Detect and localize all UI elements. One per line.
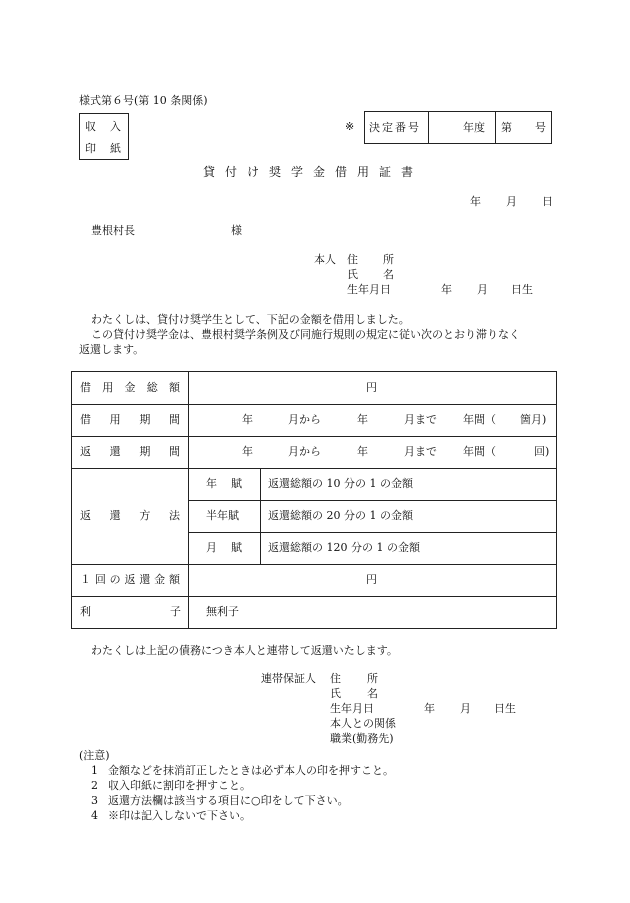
borrower-address-label: 所 <box>383 253 394 266</box>
interest-value: 無利子 <box>206 605 239 618</box>
guarantor-name-label: 氏 <box>330 687 341 700</box>
notes-heading: (注意) <box>79 749 110 762</box>
method-type-monthly: 賦 <box>231 541 242 554</box>
guarantor-birth-year: 年 <box>424 702 435 715</box>
borrower-address-label: 住 <box>347 253 358 266</box>
repay-start-year: 年 <box>242 445 253 458</box>
guarantor-address-label: 所 <box>367 672 378 685</box>
guarantor-name-label: 名 <box>367 687 378 700</box>
form-number: 様式第６号(第 10 条関係) <box>79 94 208 107</box>
method-type-semiannual: 半年賦 <box>206 509 239 522</box>
addressee-honorific: 様 <box>231 224 242 237</box>
addressee-name: 豊根村長 <box>91 224 135 237</box>
borrower-birth-day: 日生 <box>511 283 533 296</box>
borrower-birth-month: 月 <box>477 283 488 296</box>
decision-dai: 第 <box>501 121 512 134</box>
note-number: 4 <box>91 809 98 822</box>
loan-period-label: 借 用 期 間 <box>80 413 180 426</box>
guarantor-relation-label: 本人との関係 <box>330 717 396 730</box>
decision-go: 号 <box>535 121 546 134</box>
document-title: 貸付け奨学金借用証書 <box>203 165 424 179</box>
repay-start-month: 月から <box>288 445 321 458</box>
guarantor-job-label: 職業(勤務先) <box>330 732 394 745</box>
note-number: 2 <box>91 779 98 792</box>
note-text: 金額などを抹消訂正したときは必ず本人の印を押すこと。 <box>108 764 394 777</box>
interest-label: 子 <box>170 605 181 618</box>
borrower-birth-year: 年 <box>441 283 452 296</box>
interest-label: 利 <box>80 605 91 618</box>
repay-period-label: 返 還 期 間 <box>80 445 180 458</box>
repay-end-year: 年 <box>357 445 368 458</box>
method-type-annual: 年 <box>206 477 217 490</box>
repay-years: 年間（ <box>463 445 496 458</box>
total-amount-yen: 円 <box>366 381 377 394</box>
note-number: 3 <box>91 794 98 807</box>
repay-end-month: 月まで <box>404 445 437 458</box>
method-desc-annual[interactable]: 返還総額の 10 分の 1 の金額 <box>268 477 413 490</box>
revenue-stamp-box <box>79 113 129 160</box>
guarantor-label: 連帯保証人 <box>261 672 316 685</box>
method-desc-monthly[interactable]: 返還総額の 120 分の 1 の金額 <box>268 541 420 554</box>
repay-method-label: 返 還 方 法 <box>80 509 180 522</box>
loan-end-year: 年 <box>357 413 368 426</box>
date-year: 年 <box>470 195 481 208</box>
method-type-monthly: 月 <box>206 541 217 554</box>
note-text: 収入印紙に割印を押すこと。 <box>108 779 251 792</box>
stamp-char: 印 <box>85 142 96 155</box>
loan-end-month: 月まで <box>404 413 437 426</box>
reference-mark: ※ <box>345 120 355 133</box>
method-desc-semiannual[interactable]: 返還総額の 20 分の 1 の金額 <box>268 509 413 522</box>
stamp-char: 紙 <box>110 142 121 155</box>
guarantor-birth-label: 生年月日 <box>330 702 374 715</box>
per-payment-label: １ 回 の 返 還 金 額 <box>80 573 180 586</box>
stamp-char: 入 <box>110 120 121 133</box>
date-day: 日 <box>542 195 553 208</box>
date-month: 月 <box>506 195 517 208</box>
note-text: 返還方法欄は該当する項目に○印をして下さい。 <box>108 794 349 807</box>
decision-year-label: 年度 <box>463 121 485 134</box>
decision-number-box <box>364 111 552 144</box>
borrower-name-label: 名 <box>383 268 394 281</box>
decision-number-label: 決定番号 <box>369 121 421 134</box>
stamp-char: 収 <box>85 120 96 133</box>
loan-years: 年間（ <box>463 413 496 426</box>
loan-start-year: 年 <box>242 413 253 426</box>
statement-line: わたくしは、貸付け奨学生として、下記の金額を借用しました。 <box>91 313 410 326</box>
statement-line: この貸付け奨学金は、豊根村奨学条例及び同施行規則の規定に従い次のとおり滞りなく <box>91 328 520 341</box>
loan-start-month: 月から <box>288 413 321 426</box>
note-text: ※印は記入しないで下さい。 <box>108 809 251 822</box>
note-number: 1 <box>91 764 98 777</box>
total-amount-label: 借 用 金 総 額 <box>80 381 180 394</box>
loan-months: 箇月) <box>520 413 547 426</box>
borrower-birth-label: 生年月日 <box>347 283 391 296</box>
guarantor-statement: わたくしは上記の債務につき本人と連帯して返還いたします。 <box>91 644 398 657</box>
guarantor-birth-day: 日生 <box>494 702 516 715</box>
guarantor-birth-month: 月 <box>460 702 471 715</box>
borrower-label: 本人 <box>314 253 336 266</box>
per-payment-yen: 円 <box>366 573 377 586</box>
borrower-name-label: 氏 <box>347 268 358 281</box>
repay-count: 回) <box>534 445 550 458</box>
guarantor-address-label: 住 <box>330 672 341 685</box>
statement-line: 返還します。 <box>79 343 145 356</box>
method-type-annual: 賦 <box>231 477 242 490</box>
loan-table <box>71 371 557 629</box>
